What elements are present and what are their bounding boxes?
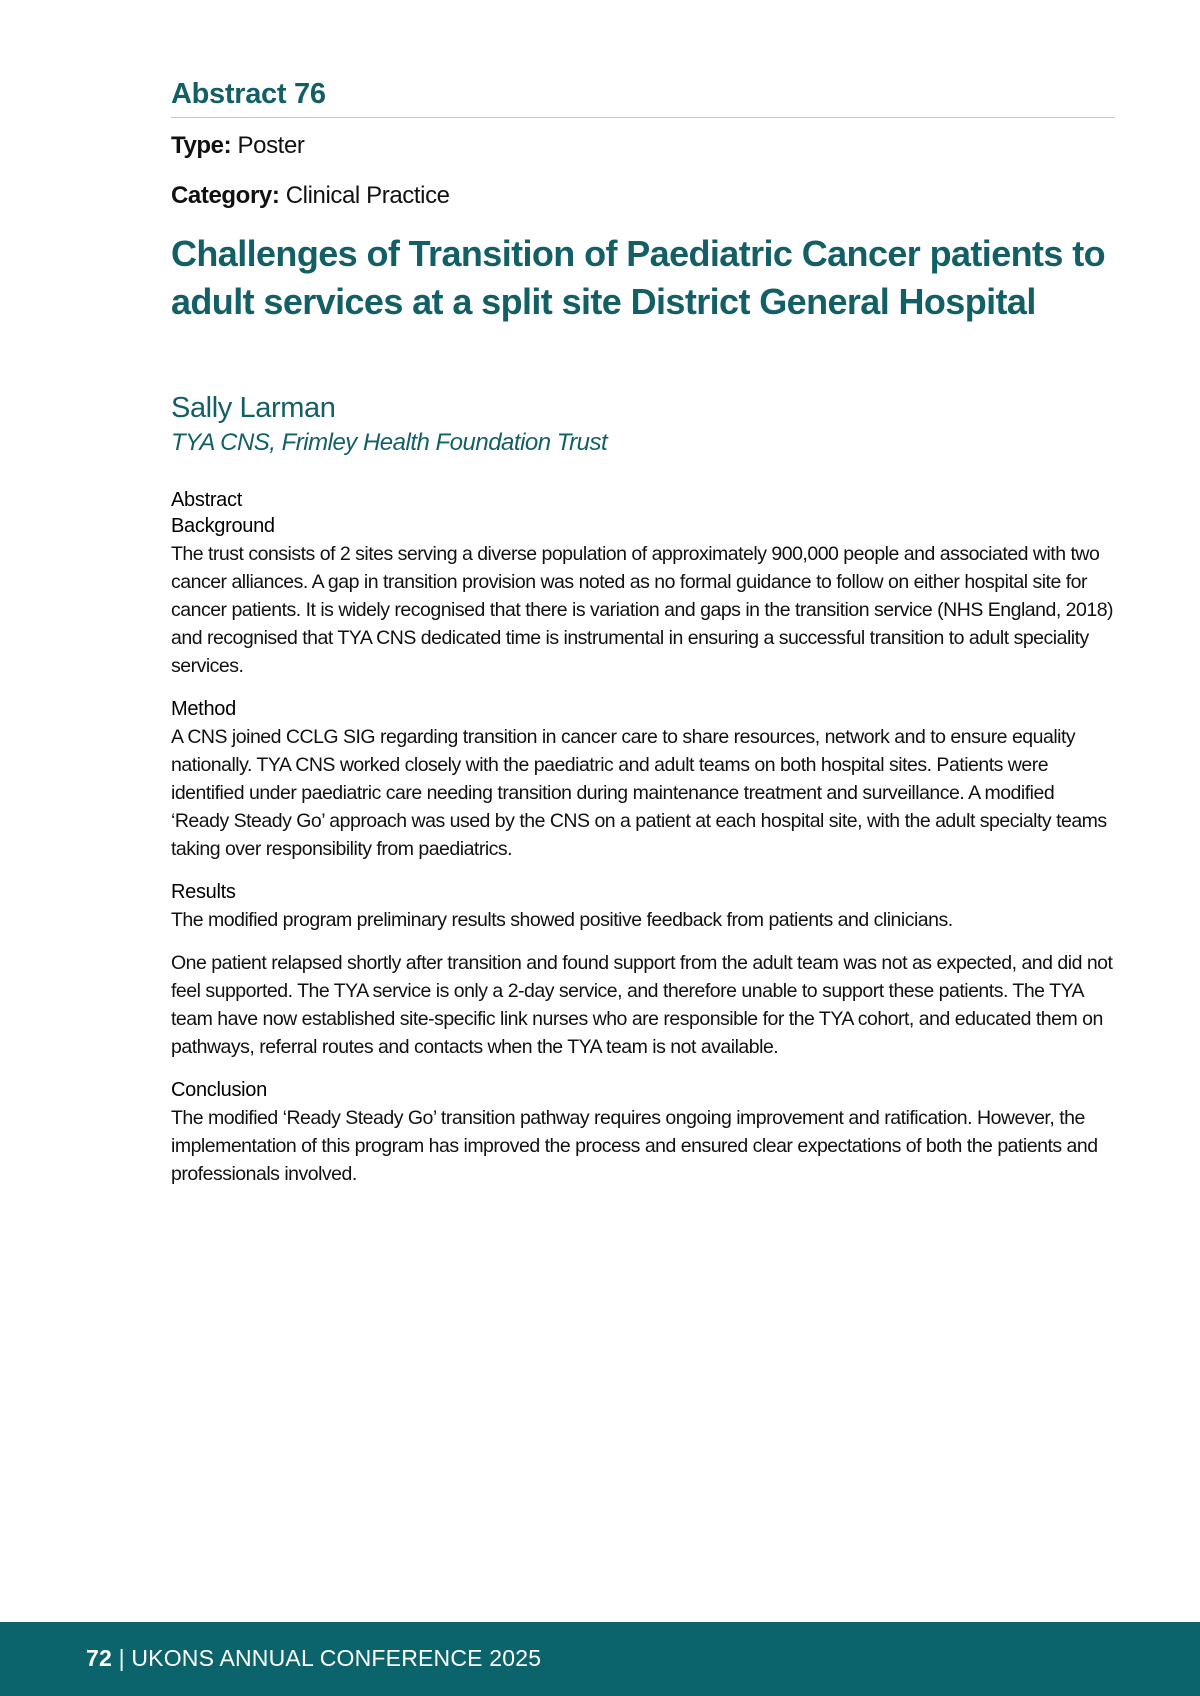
section-conclusion	[171, 1079, 1115, 1188]
section-paragraph: A CNS joined CCLG SIG regarding transition in cancer care to share resources, network and to ensure equality nationally. TYA CNS worked closely with the paediatric and adult teams on both hospital sites. Patients were identified under paediatric care needing transition during maintenance treatment and surveillance. A modified ‘Ready Steady Go’ approach was used by the CNS on a patient at each hospital site, with the adult specialty teams taking over responsibility from paediatrics.	[171, 726, 1107, 860]
type-value: Poster	[237, 132, 305, 159]
footer-page-number: 72	[86, 1645, 112, 1671]
footer-separator: |	[111, 1645, 132, 1671]
section-paragraph: The modified ‘Ready Steady Go’ transition pathway requires ongoing improvement and ratification. However, the implementation of this program has improved the process and ensured clear expectations of both the patients and professionals involved.	[171, 1107, 1098, 1185]
footer-conference-name: UKONS ANNUAL CONFERENCE 2025	[131, 1645, 542, 1671]
category-value: Clinical Practice	[285, 182, 450, 209]
type-label: Type:	[171, 132, 232, 159]
section-heading: Method	[171, 698, 236, 720]
section-paragraph: The modified program preliminary results showed positive feedback from patients and clinicians.	[171, 909, 953, 931]
abstract-page-content	[171, 78, 1115, 1188]
section-heading: Conclusion	[171, 1079, 267, 1101]
category-label: Category:	[171, 182, 280, 209]
section-background	[171, 515, 1115, 680]
author-affiliation: TYA CNS, Frimley Health Foundation Trust	[171, 429, 608, 456]
abstract-number: Abstract 76	[171, 78, 1115, 118]
section-heading: Results	[171, 881, 236, 903]
page-footer	[0, 1622, 1200, 1696]
section-paragraph: The trust consists of 2 sites serving a diverse population of approximately 900,000 people and associated with two cancer alliances. A gap in transition provision was noted as no formal guidance to follow on either hospital site for cancer patients. It is widely recognised that there is variation and gaps in the transition service (NHS England, 2018) and recognised that TYA CNS dedicated time is instrumental in ensuring a successful transition to adult speciality services.	[171, 543, 1114, 677]
type-line	[171, 132, 1115, 160]
section-heading: Background	[171, 515, 275, 537]
abstract-title: Challenges of Transition of Paediatric Cancer patients to adult services at a split site District General Hospital	[171, 233, 1106, 322]
section-paragraph: One patient relapsed shortly after transition and found support from the adult team was not as expected, and did not feel supported. The TYA service is only a 2-day service, and therefore unable to support these patients. The TYA team have now established site-specific link nurses who are responsible for the TYA cohort, and educated them on pathways, referral routes and contacts when the TYA team is not available.	[171, 952, 1113, 1058]
category-line	[171, 182, 1115, 210]
footer-text	[86, 1645, 541, 1672]
author-name: Sally Larman	[171, 392, 336, 424]
abstract-heading: Abstract	[171, 489, 242, 511]
section-method	[171, 698, 1115, 863]
section-results	[171, 881, 1115, 1061]
